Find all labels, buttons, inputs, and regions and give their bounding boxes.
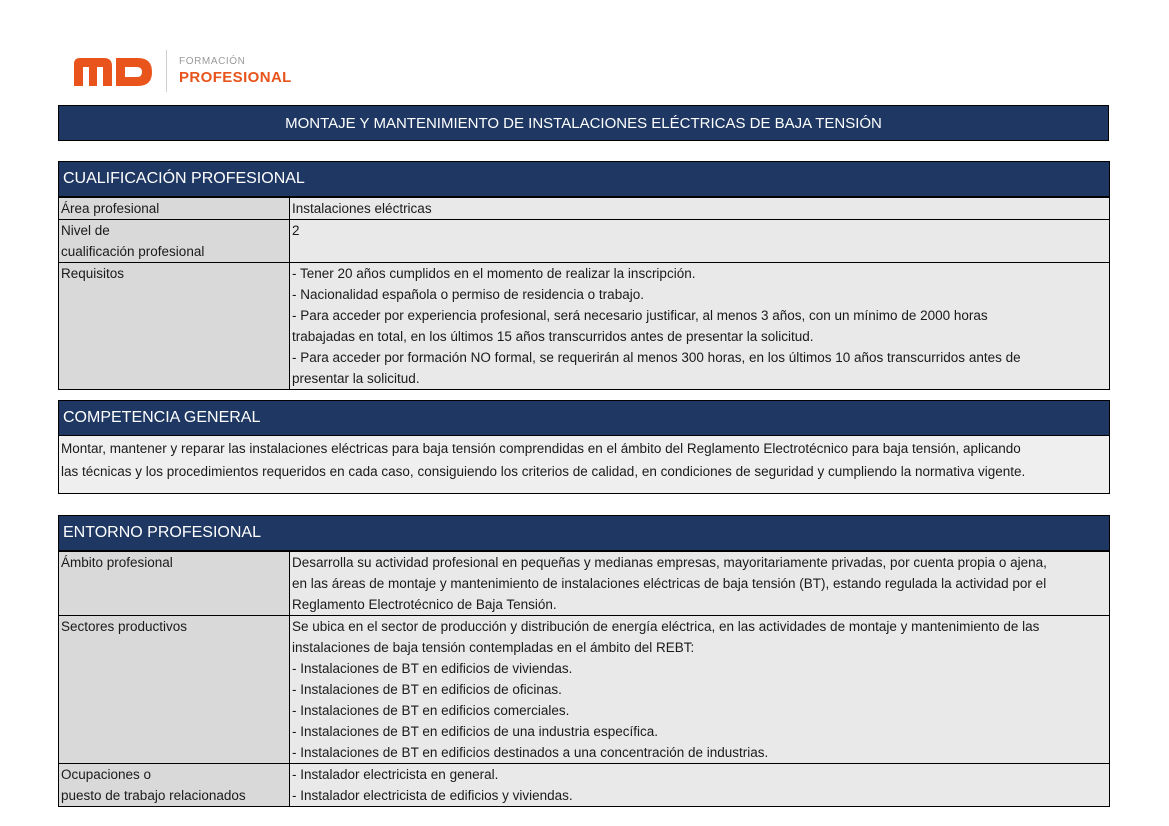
logo-text [179, 57, 292, 85]
section-cualificacion [58, 161, 1110, 390]
row-value-line: - Instalaciones de BT en edificios destinados a una concentración de industrias. [292, 745, 769, 760]
row-value [290, 764, 1110, 807]
row-label [59, 764, 290, 807]
md-logo-mark [74, 56, 154, 86]
row-value-line: - Nacionalidad española o permiso de residencia o trabajo. [292, 287, 644, 302]
row-value-line: Desarrolla su actividad profesional en pequeñas y medianas empresas, mayoritariamente privadas, por cuenta propia o ajena, [292, 555, 1047, 570]
section-heading: COMPETENCIA GENERAL [58, 400, 1110, 436]
section-competencia [58, 400, 1110, 494]
table-row [59, 616, 1110, 764]
row-value [290, 263, 1110, 390]
entorno-table [58, 551, 1110, 807]
row-value-line: - Instalaciones de BT en edificios de viviendas. [292, 661, 573, 676]
row-label [59, 263, 290, 390]
row-label-line: Nivel de [61, 223, 110, 238]
row-label [59, 616, 290, 764]
table-row [59, 764, 1110, 807]
row-value-line: - Instalaciones de BT en edificios comerciales. [292, 703, 570, 718]
section-entorno [58, 515, 1110, 807]
row-value-line: Reglamento Electrotécnico de Baja Tensión. [292, 597, 557, 612]
cualificacion-table [58, 197, 1110, 390]
section-heading: CUALIFICACIÓN PROFESIONAL [58, 161, 1110, 197]
row-label [59, 552, 290, 616]
row-value-line: - Instalador electricista en general. [292, 767, 499, 782]
row-value [290, 220, 1110, 263]
row-value [290, 616, 1110, 764]
row-label-line: Requisitos [61, 266, 125, 281]
row-label-line: Sectores productivos [61, 619, 188, 634]
table-row [59, 263, 1110, 390]
competencia-line: Montar, mantener y reparar las instalaciones eléctricas para baja tensión comprendidas en el ámbito del Reglamento Electrotécnico para baja tensión, aplicando [61, 441, 1021, 456]
row-value-line: - Instalador electricista de edificios y viviendas. [292, 788, 573, 803]
row-value-line: presentar la solicitud. [292, 371, 420, 386]
row-value-line: instalaciones de baja tensión contempladas en el ámbito del REBT: [292, 640, 695, 655]
logo-line1: FORMACIÓN [179, 56, 246, 67]
table-row [59, 552, 1110, 616]
logo-separator [166, 50, 167, 92]
row-label-line: Ámbito profesional [61, 555, 173, 570]
row-value-line: - Instalaciones de BT en edificios de oficinas. [292, 682, 562, 697]
row-label [59, 220, 290, 263]
logo [74, 48, 292, 94]
row-value-line: - Para acceder por formación NO formal, se requerirán al menos 300 horas, en los últimos 10 años transcurridos antes de [292, 350, 1021, 365]
row-value-line: - Para acceder por experiencia profesional, será necesario justificar, al menos 3 años, con un mínimo de 2000 horas [292, 308, 988, 323]
row-value-line: trabajadas en total, en los últimos 15 años transcurridos antes de presentar la solicitud. [292, 329, 814, 344]
row-value [290, 198, 1110, 220]
section-heading: ENTORNO PROFESIONAL [58, 515, 1110, 551]
row-value [290, 552, 1110, 616]
row-value-line: 2 [292, 223, 300, 238]
row-label-line: cualificación profesional [61, 244, 205, 259]
row-value-line: - Tener 20 años cumplidos en el momento de realizar la inscripción. [292, 266, 696, 281]
row-value-line: - Instalaciones de BT en edificios de una industria específica. [292, 724, 658, 739]
row-value-line: Se ubica en el sector de producción y distribución de energía eléctrica, en las actividades de montaje y mantenimiento de las [292, 619, 1040, 634]
competencia-text [58, 436, 1110, 494]
document-title: MONTAJE Y MANTENIMIENTO DE INSTALACIONES ELÉCTRICAS DE BAJA TENSIÓN [58, 105, 1109, 141]
row-value-line: Instalaciones eléctricas [292, 201, 432, 216]
competencia-line: las técnicas y los procedimientos requeridos en cada caso, consiguiendo los criterios de calidad, en condiciones de seguridad y cumpliendo la normativa vigente. [61, 464, 1026, 479]
table-row [59, 198, 1110, 220]
md-logo-icon [74, 56, 154, 86]
row-label-line: Ocupaciones o [61, 767, 152, 782]
row-label-line: puesto de trabajo relacionados [61, 788, 246, 803]
row-label [59, 198, 290, 220]
table-row [59, 220, 1110, 263]
logo-line2: PROFESIONAL [179, 69, 292, 86]
row-label-line: Área profesional [61, 201, 160, 216]
row-value-line: en las áreas de montaje y mantenimiento de instalaciones eléctricas de baja tensión (BT), estando regulada la actividad por el [292, 576, 1047, 591]
